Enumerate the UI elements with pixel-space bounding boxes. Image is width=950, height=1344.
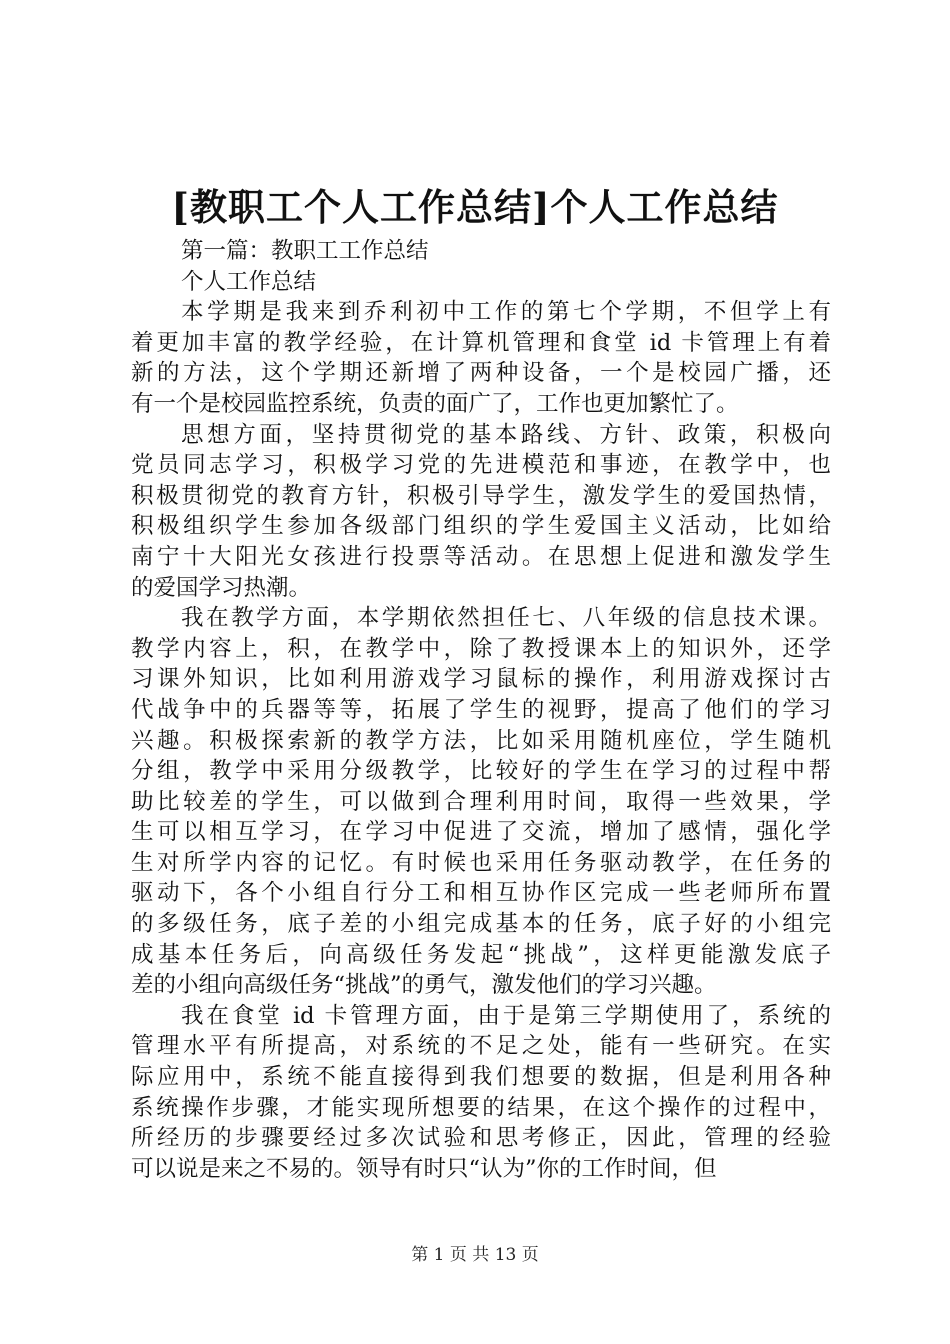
paragraph-line: 兴趣。积极探索新的教学方法，比如采用随机座位，学生随机 (131, 727, 831, 754)
document-title: [教职工个人工作总结]个人工作总结 (171, 185, 779, 229)
paragraph-line: 我在食堂 id 卡管理方面，由于是第三学期使用了，系统的 (181, 1002, 831, 1029)
paragraph-line: 所经历的步骤要经过多次试验和思考修正，因此，管理的经验 (131, 1125, 831, 1152)
paragraph-line: 积极组织学生参加各级部门组织的学生爱国主义活动，比如给 (131, 513, 831, 540)
paragraph-line: 着更加丰富的教学经验，在计算机管理和食堂 id 卡管理上有着 (131, 329, 831, 356)
paragraph-line: 积极贯彻党的教育方针，积极引导学生，激发学生的爱国热情， (131, 482, 831, 509)
paragraph-line: 生对所学内容的记忆。有时候也采用任务驱动教学，在任务的 (131, 849, 831, 876)
paragraph-line: 教学内容上，积，在教学中，除了教授课本上的知识外，还学 (131, 635, 831, 662)
page-footer: 第 1 页 共 13 页 (411, 1245, 539, 1265)
paragraph-line: 有一个是校园监控系统，负责的面广了，工作也更加繁忙了。 (131, 390, 739, 417)
paragraph-line: 驱动下，各个小组自行分工和相互协作区完成一些老师所布置 (131, 880, 831, 907)
paragraph-line: 系统操作步骤，才能实现所想要的结果，在这个操作的过程中， (131, 1094, 831, 1121)
section-heading: 第一篇：教职工工作总结 (181, 238, 429, 264)
paragraph-line: 本学期是我来到乔利初中工作的第七个学期，不但学上有 (181, 299, 831, 326)
paragraph-line: 我在教学方面，本学期依然担任七、八年级的信息技术课。 (181, 605, 831, 632)
paragraph-container (131, 297, 831, 1184)
paragraph-line: 的爱国学习热潮。 (131, 574, 312, 601)
paragraph-line: 差的小组向高级任务“挑战”的勇气，激发他们的学习兴趣。 (131, 972, 717, 999)
section-subheading: 个人工作总结 (181, 268, 317, 295)
paragraph-line: 习课外知识，比如利用游戏学习鼠标的操作，利用游戏探讨古 (131, 666, 831, 693)
paragraph-line: 的多级任务，底子差的小组完成基本的任务，底子好的小组完 (131, 911, 831, 938)
paragraph-line: 可以说是来之不易的。领导有时只“认为”你的工作时间，但 (131, 1155, 717, 1182)
paragraph-line: 际应用中，系统不能直接得到我们想要的数据，但是利用各种 (131, 1064, 831, 1091)
paragraph-line: 成基本任务后，向高级任务发起“挑战”，这样更能激发底子 (131, 941, 831, 968)
document-body (131, 236, 831, 1184)
paragraph-line: 党员同志学习，积极学习党的先进模范和事迹，在教学中，也 (131, 452, 831, 479)
paragraph-line: 新的方法，这个学期还新增了两种设备，一个是校园广播，还 (131, 360, 831, 387)
paragraph-line: 代战争中的兵器等等，拓展了学生的视野，提高了他们的学习 (131, 696, 831, 723)
paragraph-line: 助比较差的学生，可以做到合理利用时间，取得一些效果，学 (131, 788, 831, 815)
paragraph-line: 管理水平有所提高，对系统的不足之处，能有一些研究。在实 (131, 1033, 831, 1060)
paragraph-line: 生可以相互学习，在学习中促进了交流，增加了感情，强化学 (131, 819, 831, 846)
paragraph-line: 思想方面，坚持贯彻党的基本路线、方针、政策，积极向 (181, 421, 831, 448)
paragraph-line: 分组，教学中采用分级教学，比较好的学生在学习的过程中帮 (131, 758, 831, 785)
paragraph-line: 南宁十大阳光女孩进行投票等活动。在思想上促进和激发学生 (131, 543, 831, 570)
